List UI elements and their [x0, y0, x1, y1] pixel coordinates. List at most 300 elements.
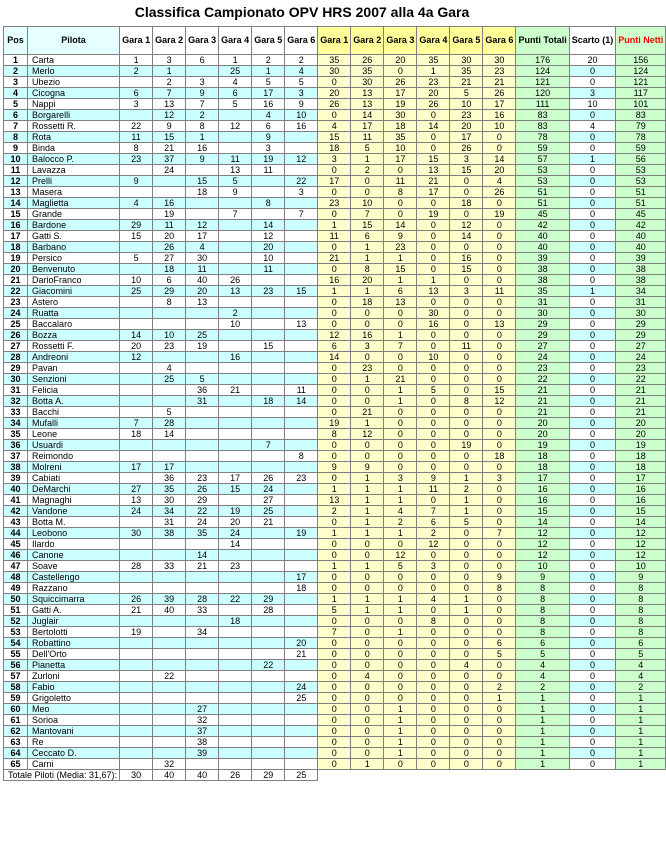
race-points-cell: 0 [483, 759, 516, 770]
scarto-cell: 3 [569, 88, 616, 99]
table-row [4, 715, 666, 726]
race-position-cell: 1 [153, 66, 186, 77]
race-position-cell: 27 [120, 484, 153, 495]
race-position-cell: 14 [219, 539, 252, 550]
race-points-cell: 0 [483, 539, 516, 550]
pos-cell: 48 [4, 572, 28, 583]
pilot-name: Ubezio [28, 77, 120, 88]
punti-netti-cell: 29 [616, 319, 666, 330]
race-position-cell [285, 737, 318, 748]
race-points-cell: 20 [384, 55, 417, 66]
race-points-cell: 0 [450, 671, 483, 682]
page-title: Classifica Campionato OPV HRS 2007 alla 4a Gara [134, 4, 470, 20]
race-points-cell: 0 [318, 550, 351, 561]
pilot-name: Juglair [28, 616, 120, 627]
race-points-cell: 2 [351, 165, 384, 176]
table-row [4, 462, 666, 473]
scarto-cell: 0 [569, 561, 616, 572]
race-points-cell: 0 [417, 407, 450, 418]
race-position-cell [285, 616, 318, 627]
race-points-cell: 1 [384, 253, 417, 264]
race-position-cell [153, 737, 186, 748]
pos-cell: 57 [4, 671, 28, 682]
race-position-cell [252, 572, 285, 583]
scarto-cell: 0 [569, 572, 616, 583]
race-points-cell: 1 [318, 220, 351, 231]
race-points-cell: 0 [318, 209, 351, 220]
race-position-cell: 7 [153, 88, 186, 99]
race-position-cell: 19 [120, 627, 153, 638]
race-points-cell: 6 [318, 341, 351, 352]
race-points-cell: 30 [483, 55, 516, 66]
punti-netti-cell: 12 [616, 528, 666, 539]
race-points-cell: 0 [384, 462, 417, 473]
race-position-cell: 9 [186, 154, 219, 165]
race-points-cell: 3 [450, 286, 483, 297]
race-points-cell: 0 [351, 451, 384, 462]
race-points-cell: 0 [483, 297, 516, 308]
race-position-cell [120, 737, 153, 748]
race-points-cell: 14 [483, 154, 516, 165]
race-position-cell: 9 [285, 99, 318, 110]
race-points-cell: 15 [318, 132, 351, 143]
punti-netti-cell: 39 [616, 253, 666, 264]
punti-totali-cell: 30 [516, 308, 569, 319]
race-points-cell: 0 [417, 462, 450, 473]
race-position-cell [252, 462, 285, 473]
scarto-cell: 0 [569, 528, 616, 539]
punti-totali-cell: 120 [516, 88, 569, 99]
pilot-name: Dell'Orto [28, 649, 120, 660]
race-points-cell: 11 [450, 341, 483, 352]
pos-cell: 46 [4, 550, 28, 561]
race-points-cell: 0 [483, 374, 516, 385]
table-row [4, 55, 666, 66]
race-position-cell: 1 [186, 132, 219, 143]
race-position-cell: 18 [153, 264, 186, 275]
pilot-name: Canone [28, 550, 120, 561]
race-points-cell: 19 [318, 418, 351, 429]
race-points-cell: 9 [384, 231, 417, 242]
table-row [4, 682, 666, 693]
pos-cell: 11 [4, 165, 28, 176]
race-points-cell: 8 [483, 583, 516, 594]
race-position-cell [252, 451, 285, 462]
race-position-cell: 12 [285, 154, 318, 165]
race-points-cell: 1 [351, 286, 384, 297]
header-gara-pos-6: Gara 6 [285, 27, 318, 55]
race-position-cell [285, 308, 318, 319]
header-row [4, 27, 666, 55]
race-position-cell: 11 [285, 385, 318, 396]
race-position-cell: 35 [186, 528, 219, 539]
punti-totali-cell: 1 [516, 737, 569, 748]
punti-netti-cell: 14 [616, 517, 666, 528]
race-points-cell: 0 [483, 264, 516, 275]
race-points-cell: 0 [318, 297, 351, 308]
race-points-cell: 7 [351, 209, 384, 220]
pilot-name: Felicia [28, 385, 120, 396]
race-points-cell: 0 [450, 374, 483, 385]
scarto-cell: 0 [569, 396, 616, 407]
race-points-cell: 0 [318, 759, 351, 770]
pos-cell: 17 [4, 231, 28, 242]
punti-netti-cell: 156 [616, 55, 666, 66]
race-points-cell: 13 [318, 495, 351, 506]
race-points-cell: 0 [351, 616, 384, 627]
race-position-cell [252, 726, 285, 737]
race-points-cell: 0 [450, 418, 483, 429]
header-gara-pts-5: Gara 5 [450, 27, 483, 55]
pilot-name: Leone [28, 429, 120, 440]
race-points-cell: 1 [384, 396, 417, 407]
race-points-cell: 0 [351, 352, 384, 363]
race-points-cell: 0 [318, 737, 351, 748]
race-points-cell: 0 [483, 462, 516, 473]
punti-netti-cell: 34 [616, 286, 666, 297]
race-points-cell: 1 [351, 528, 384, 539]
punti-totali-cell: 40 [516, 242, 569, 253]
race-points-cell: 0 [417, 264, 450, 275]
punti-netti-cell: 1 [616, 715, 666, 726]
race-points-cell: 1 [318, 594, 351, 605]
punti-netti-cell: 22 [616, 374, 666, 385]
race-points-cell: 16 [483, 110, 516, 121]
race-position-cell: 10 [153, 330, 186, 341]
race-points-cell: 0 [417, 330, 450, 341]
race-position-cell: 20 [120, 341, 153, 352]
race-position-cell: 38 [186, 737, 219, 748]
race-points-cell: 13 [384, 297, 417, 308]
pos-cell: 4 [4, 88, 28, 99]
table-row [4, 484, 666, 495]
race-position-cell [120, 407, 153, 418]
punti-netti-cell: 12 [616, 539, 666, 550]
race-position-cell: 6 [186, 55, 219, 66]
race-points-cell: 0 [483, 671, 516, 682]
race-points-cell: 26 [483, 88, 516, 99]
race-position-cell [186, 660, 219, 671]
race-points-cell: 0 [417, 143, 450, 154]
scarto-cell: 0 [569, 187, 616, 198]
race-points-cell: 0 [417, 638, 450, 649]
pos-cell: 61 [4, 715, 28, 726]
race-points-cell: 0 [450, 385, 483, 396]
race-position-cell: 26 [252, 473, 285, 484]
table-row [4, 330, 666, 341]
race-position-cell: 29 [252, 594, 285, 605]
table-row [4, 319, 666, 330]
race-points-cell: 30 [450, 55, 483, 66]
race-position-cell [219, 495, 252, 506]
race-points-cell: 0 [318, 319, 351, 330]
race-points-cell: 3 [384, 473, 417, 484]
race-position-cell [120, 550, 153, 561]
punti-netti-cell: 1 [616, 759, 666, 770]
race-position-cell: 18 [252, 396, 285, 407]
punti-totali-cell: 20 [516, 418, 569, 429]
race-points-cell: 14 [318, 352, 351, 363]
race-position-cell [153, 715, 186, 726]
race-position-cell [120, 693, 153, 704]
race-position-cell: 19 [186, 341, 219, 352]
pos-cell: 62 [4, 726, 28, 737]
race-position-cell: 12 [252, 231, 285, 242]
race-position-cell [186, 583, 219, 594]
race-points-cell: 0 [450, 209, 483, 220]
race-position-cell: 13 [219, 165, 252, 176]
punti-netti-cell: 121 [616, 77, 666, 88]
table-row [4, 99, 666, 110]
punti-netti-cell: 51 [616, 187, 666, 198]
punti-netti-cell: 5 [616, 649, 666, 660]
race-points-cell: 23 [384, 242, 417, 253]
race-points-cell: 17 [450, 132, 483, 143]
race-points-cell: 0 [417, 715, 450, 726]
pilot-name: Botta M. [28, 517, 120, 528]
race-points-cell: 0 [384, 583, 417, 594]
punti-netti-cell: 38 [616, 275, 666, 286]
race-position-cell [285, 330, 318, 341]
race-position-cell [153, 627, 186, 638]
race-position-cell: 15 [219, 484, 252, 495]
pos-cell: 24 [4, 308, 28, 319]
pos-cell: 58 [4, 682, 28, 693]
race-points-cell: 0 [417, 583, 450, 594]
punti-netti-cell: 79 [616, 121, 666, 132]
race-position-cell: 21 [153, 143, 186, 154]
race-position-cell: 25 [252, 506, 285, 517]
pilot-name: Ceccato D. [28, 748, 120, 759]
pos-cell: 33 [4, 407, 28, 418]
punti-netti-cell: 1 [616, 704, 666, 715]
race-position-cell [219, 363, 252, 374]
pos-cell: 10 [4, 154, 28, 165]
pilot-name: DeMarchi [28, 484, 120, 495]
race-position-cell [153, 319, 186, 330]
race-points-cell: 1 [351, 517, 384, 528]
race-points-cell: 16 [417, 319, 450, 330]
punti-totali-cell: 83 [516, 110, 569, 121]
race-points-cell: 0 [417, 693, 450, 704]
race-position-cell [186, 319, 219, 330]
pos-cell: 9 [4, 143, 28, 154]
pilot-name: Soave [28, 561, 120, 572]
race-points-cell: 26 [483, 187, 516, 198]
race-position-cell: 14 [153, 429, 186, 440]
race-points-cell: 0 [483, 242, 516, 253]
race-position-cell: 18 [186, 187, 219, 198]
race-position-cell: 5 [120, 253, 153, 264]
punti-totali-cell: 15 [516, 506, 569, 517]
race-position-cell: 33 [153, 561, 186, 572]
punti-netti-cell: 9 [616, 572, 666, 583]
race-position-cell: 16 [252, 99, 285, 110]
race-position-cell [219, 737, 252, 748]
race-points-cell: 0 [417, 605, 450, 616]
race-position-cell: 40 [186, 275, 219, 286]
punti-netti-cell: 23 [616, 363, 666, 374]
race-position-cell [120, 242, 153, 253]
race-position-cell: 10 [120, 275, 153, 286]
race-points-cell: 5 [450, 517, 483, 528]
race-position-cell: 13 [120, 495, 153, 506]
race-points-cell: 0 [417, 231, 450, 242]
race-points-cell: 0 [483, 143, 516, 154]
footer-row [4, 770, 666, 781]
punti-netti-cell: 42 [616, 220, 666, 231]
pos-cell: 22 [4, 286, 28, 297]
punti-totali-cell: 53 [516, 165, 569, 176]
race-points-cell: 0 [483, 407, 516, 418]
race-position-cell [153, 396, 186, 407]
race-position-cell: 36 [186, 385, 219, 396]
race-points-cell: 2 [318, 506, 351, 517]
race-position-cell: 34 [153, 506, 186, 517]
race-points-cell: 17 [384, 88, 417, 99]
table-row [4, 264, 666, 275]
punti-netti-cell: 21 [616, 407, 666, 418]
pos-cell: 20 [4, 264, 28, 275]
race-points-cell: 0 [318, 385, 351, 396]
race-points-cell: 0 [483, 308, 516, 319]
race-position-cell: 15 [153, 132, 186, 143]
race-position-cell: 1 [252, 66, 285, 77]
table-row [4, 154, 666, 165]
punti-netti-cell: 83 [616, 110, 666, 121]
race-position-cell: 28 [252, 605, 285, 616]
race-points-cell: 1 [351, 418, 384, 429]
race-position-cell: 9 [186, 88, 219, 99]
race-position-cell: 40 [153, 605, 186, 616]
race-points-cell: 0 [417, 374, 450, 385]
race-position-cell: 19 [285, 528, 318, 539]
race-position-cell: 4 [219, 77, 252, 88]
punti-totali-cell: 18 [516, 462, 569, 473]
table-row [4, 176, 666, 187]
pos-cell: 31 [4, 385, 28, 396]
race-position-cell [252, 583, 285, 594]
race-points-cell: 21 [318, 253, 351, 264]
punti-totali-cell: 1 [516, 704, 569, 715]
race-points-cell: 1 [384, 715, 417, 726]
race-points-cell: 0 [351, 396, 384, 407]
punti-totali-cell: 21 [516, 407, 569, 418]
race-points-cell: 16 [318, 275, 351, 286]
scarto-cell: 0 [569, 330, 616, 341]
pos-cell: 60 [4, 704, 28, 715]
race-position-cell [252, 539, 285, 550]
race-position-cell [219, 605, 252, 616]
race-points-cell: 7 [318, 627, 351, 638]
race-points-cell: 4 [384, 506, 417, 517]
race-points-cell: 0 [384, 451, 417, 462]
race-position-cell [120, 385, 153, 396]
pos-cell: 51 [4, 605, 28, 616]
race-points-cell: 0 [384, 407, 417, 418]
race-points-cell: 1 [351, 506, 384, 517]
race-position-cell [120, 539, 153, 550]
table-row [4, 209, 666, 220]
race-position-cell [153, 616, 186, 627]
header-gara-pos-2: Gara 2 [153, 27, 186, 55]
race-position-cell: 16 [186, 143, 219, 154]
race-position-cell: 24 [120, 506, 153, 517]
table-row [4, 748, 666, 759]
race-points-cell: 11 [318, 231, 351, 242]
race-points-cell: 0 [384, 572, 417, 583]
pilot-name: DarioFranco [28, 275, 120, 286]
table-row [4, 550, 666, 561]
pilot-name: Bacchi [28, 407, 120, 418]
race-position-cell [120, 187, 153, 198]
header-gara-pts-3: Gara 3 [384, 27, 417, 55]
race-position-cell: 27 [186, 704, 219, 715]
pos-cell: 36 [4, 440, 28, 451]
race-points-cell: 0 [417, 440, 450, 451]
race-points-cell: 12 [417, 539, 450, 550]
race-position-cell [153, 726, 186, 737]
race-position-cell: 9 [252, 132, 285, 143]
table-row [4, 440, 666, 451]
header-punti-netti: Punti Netti [616, 27, 666, 55]
pilot-name: Ilardo [28, 539, 120, 550]
table-row [4, 693, 666, 704]
scarto-cell: 0 [569, 220, 616, 231]
race-position-cell [186, 209, 219, 220]
punti-netti-cell: 53 [616, 176, 666, 187]
race-position-cell [219, 264, 252, 275]
punti-netti-cell: 19 [616, 440, 666, 451]
race-position-cell: 8 [186, 121, 219, 132]
race-position-cell: 8 [153, 297, 186, 308]
punti-netti-cell: 20 [616, 418, 666, 429]
race-points-cell: 0 [483, 550, 516, 561]
race-position-cell: 22 [252, 660, 285, 671]
race-position-cell: 22 [285, 176, 318, 187]
race-position-cell [186, 352, 219, 363]
race-points-cell: 1 [351, 253, 384, 264]
race-position-cell: 11 [219, 154, 252, 165]
race-position-cell: 3 [285, 88, 318, 99]
race-position-cell: 14 [186, 550, 219, 561]
pilot-name: Andreoni [28, 352, 120, 363]
punti-totali-cell: 4 [516, 660, 569, 671]
race-position-cell [120, 583, 153, 594]
race-position-cell [219, 660, 252, 671]
race-points-cell: 15 [351, 220, 384, 231]
race-position-cell [219, 682, 252, 693]
table-row [4, 121, 666, 132]
punti-totali-cell: 29 [516, 319, 569, 330]
race-points-cell: 0 [450, 429, 483, 440]
scarto-cell: 0 [569, 616, 616, 627]
race-position-cell [285, 484, 318, 495]
race-position-cell [219, 341, 252, 352]
footer-count-4: 26 [219, 770, 252, 781]
race-position-cell: 11 [120, 132, 153, 143]
race-position-cell [186, 539, 219, 550]
race-position-cell [120, 77, 153, 88]
race-points-cell: 15 [483, 385, 516, 396]
race-position-cell: 18 [120, 429, 153, 440]
race-points-cell: 1 [351, 473, 384, 484]
race-position-cell [252, 737, 285, 748]
race-points-cell: 15 [450, 264, 483, 275]
race-points-cell: 0 [417, 759, 450, 770]
race-points-cell: 0 [483, 495, 516, 506]
scarto-cell: 0 [569, 110, 616, 121]
